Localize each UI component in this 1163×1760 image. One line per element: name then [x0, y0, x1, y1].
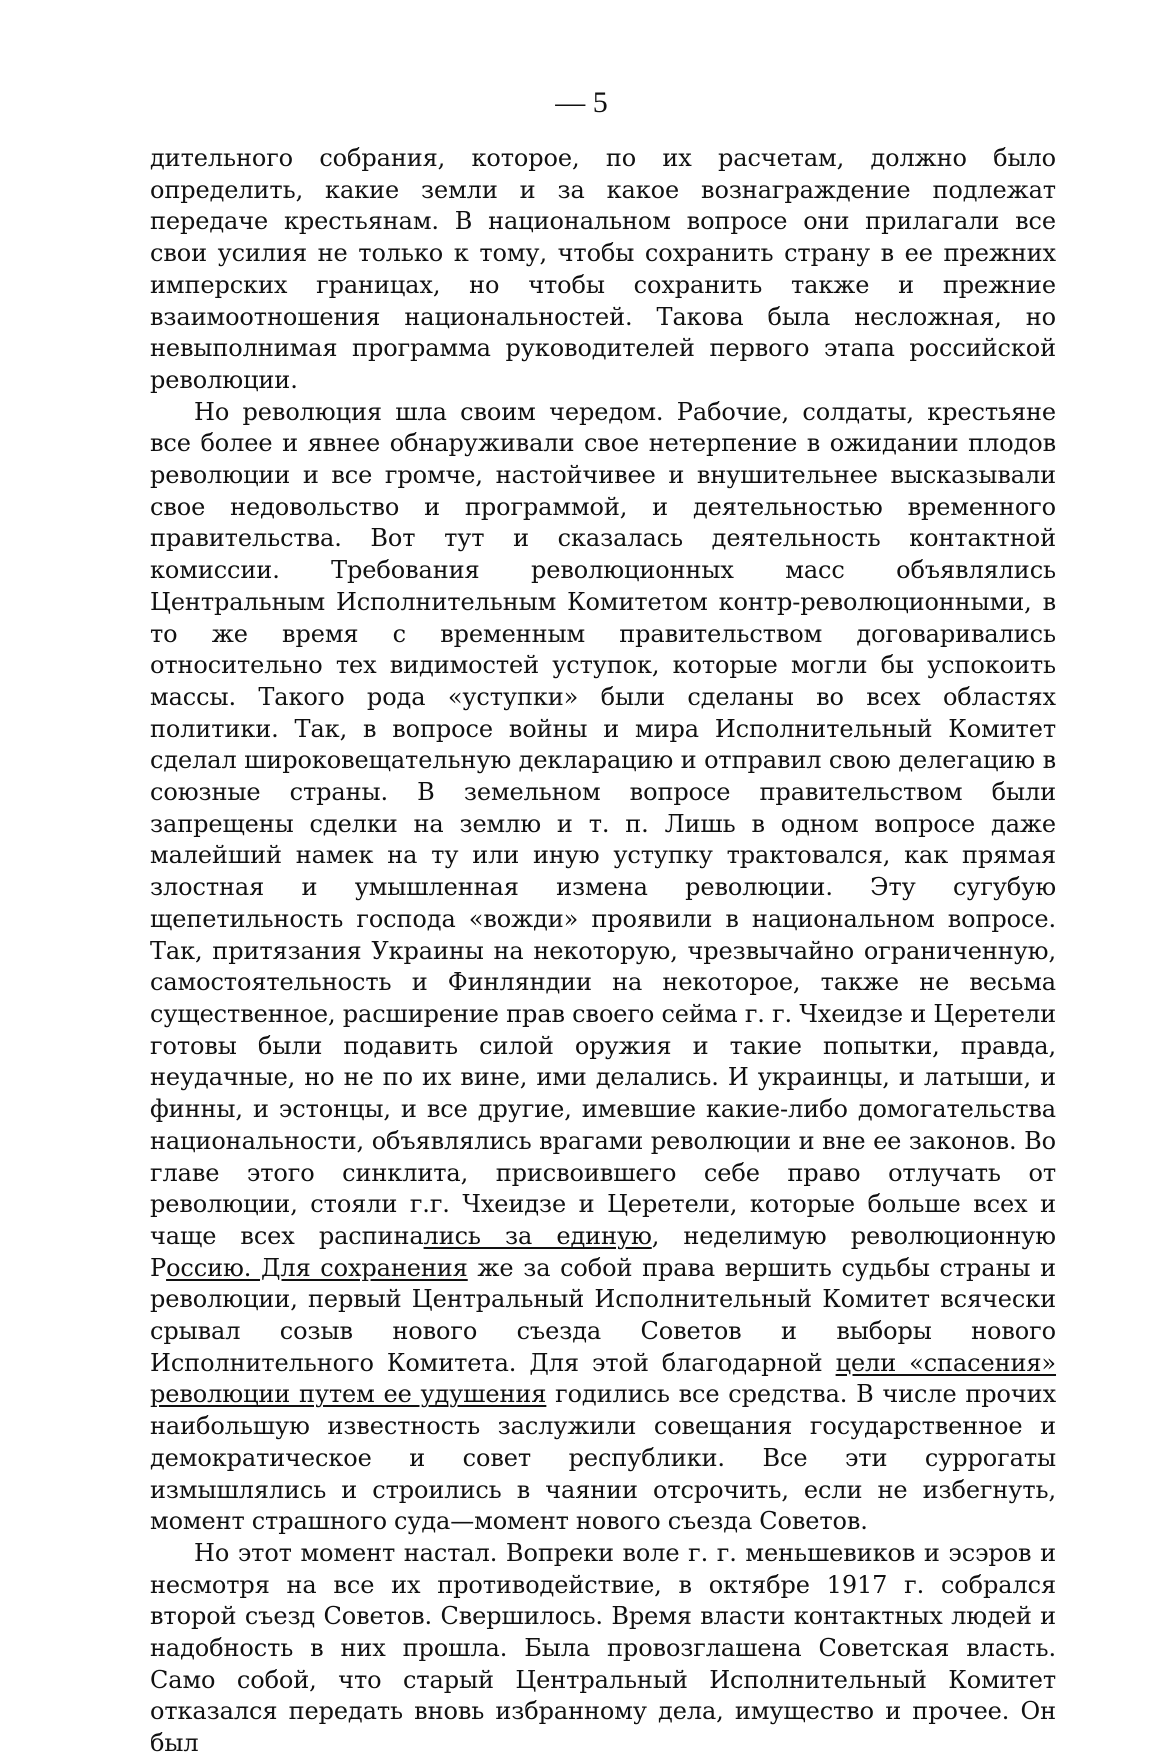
- underlined-text: оссию. Для сохранения: [166, 1253, 468, 1282]
- page-number: — 5: [555, 86, 608, 119]
- text-segment: , неделимую революционную Р: [150, 1221, 1056, 1282]
- underlined-text: лись за единую: [423, 1221, 652, 1250]
- paragraph-3: [150, 1538, 1056, 1760]
- page-body: [150, 143, 1056, 1760]
- underlined-text: цели «спасения» революции путем ее удушения: [150, 1348, 1057, 1409]
- text-segment: же за собой права вершить судьбы страны и революции, первый Центральный Исполнительный Комитет всячески срывал созыв нового съезда Советов и выборы нового Исполнительного Комитета. Для этой благодарной: [150, 1253, 1056, 1377]
- text-segment: годились все средства. В числе прочих наибольшую известность заслужили совещания государственное и демократическое и совет республики. Все эти суррогаты измышлялись и строились в чаянии отсрочить, если не избегнуть, момент страшного суда—момент нового съезда Советов.: [150, 1380, 1056, 1536]
- text-segment: Но революция шла своим чередом. Рабочие, солдаты, крестьяне все более и явнее обнаруживали свое нетерпение в ожидании плодов революции и все громче, настойчивее и внушительнее высказывали свое недовольство и программой, и деятельностью временного правительства. Вот тут и сказалась деятельность контактной комиссии. Требования революционных масс объявлялись Центральным Исполнительным Комитетом контр-революционными, в то же время с временным правительством договаривались относительно тех видимостей уступок, которые могли бы успокоить массы. Такого рода «уступки» были сделаны во всех областях политики. Так, в вопросе войны и мира Исполнительный Комитет сделал широковещательную декларацию и отправил свою делегацию в союзные страны. В земельном вопросе правительством были запрещены сделки на землю и т. п. Лишь в одном вопросе даже малейший намек на ту или иную уступку трактовался, как прямая злостная и умышленная измена революции. Эту сугубую щепетильность господа «вожди» проявили в национальном вопросе. Так, притязания Украины на некоторую, чрезвычайно ограниченную, самостоятельность и Финляндии на некоторое, также не весьма существенное, расширение прав своего сейма г. г. Чхеидзе и Церетели готовы были подавить силой оружия и такие попытки, правда, неудачные, но не по их вине, ими делались. И украинцы, и латыши, и финны, и эстонцы, и все другие, имевшие какие-либо домогательства национальности, объявлялись врагами революции и вне ее законов. Во главе этого синклита, присвоившего себе право отлучать от революции, стояли г.г. Чхеидзе и Церетели, которые больше всех и чаще всех распина: [150, 397, 1056, 1250]
- text-segment: дительного собрания, которое, по их расчетам, должно было определить, какие земли и за какое вознаграждение подлежат передаче крестьянам. В национальном вопросе они прилагали все свои усилия не только к тому, чтобы сохранить страну в ее прежних имперских границах, но чтобы сохранить также и прежние взаимоотношения национальностей. Такова была несложная, но невыполнимая программа руководителей первого этапа российской революции.: [150, 144, 1056, 394]
- text-segment: Но этот момент настал. Вопреки воле г. г. меньшевиков и эсэров и несмотря на все их противодействие, в октябре 1917 г. собрался второй съезд Советов. Свершилось. Время власти контактных людей и надобность в них прошла. Была провозглашена Советская власть. Само собой, что старый Центральный Исполнительный Комитет отказался передать вновь избранному дела, имущество и прочее. Он был: [150, 1538, 1056, 1758]
- paragraph-2: [150, 397, 1056, 1538]
- paragraph-1: [150, 143, 1056, 397]
